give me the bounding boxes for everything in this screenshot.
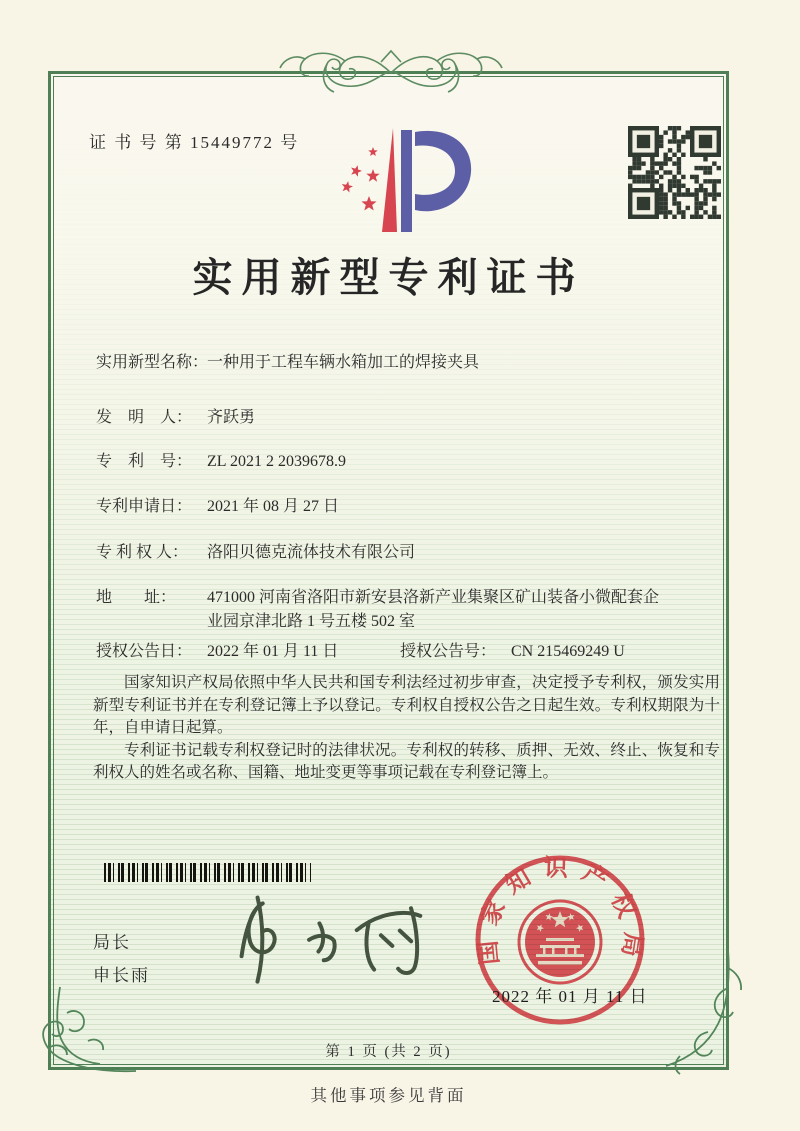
field-label: 专 利 权 人：	[96, 544, 189, 561]
field-value: 齐跃勇	[207, 409, 256, 426]
field-row-name	[96, 351, 479, 375]
logo-star-icon	[366, 169, 379, 182]
field-label: 发 明 人：	[96, 409, 193, 426]
grant-number-group	[400, 640, 625, 664]
field-label: 授权公告日：	[96, 643, 193, 660]
field-value: 洛阳贝德克流体技术有限公司	[207, 544, 416, 561]
signature	[223, 888, 441, 988]
logo-red-wedge	[382, 128, 397, 232]
field-row-filing-date	[96, 495, 339, 519]
logo-star-icon	[342, 181, 353, 192]
seal-text: 国家知识产权局	[474, 855, 646, 971]
certificate-title: 实用新型专利证书	[192, 255, 585, 300]
certificate-border-frame	[48, 71, 729, 1070]
seal-date: 2022 年 01 月 11 日	[492, 987, 648, 1006]
legal-paragraph: 国家知识产权局依照中华人民共和国专利法经过初步审查，决定授予专利权，颁发实用新型专利证书并在专利登记簿上予以登记。专利权自授权公告之日起生效。专利权期限为十年，自申请日起算。	[93, 674, 720, 736]
field-value: 2021 年 08 月 27 日	[207, 498, 340, 515]
field-value: 471000 河南省洛阳市新安县洛新产业集聚区矿山装备小微配套企业园京津北路 1 号五楼 502 室	[207, 589, 660, 630]
field-label: 授权公告号：	[400, 643, 497, 660]
field-row-patent-number	[96, 450, 346, 474]
field-row-inventor	[96, 406, 255, 430]
field-value: CN 215469249 U	[511, 643, 625, 660]
cnipa-logo-icon	[331, 120, 483, 238]
field-row-patentee	[96, 541, 415, 565]
logo-blue-stem	[401, 130, 412, 232]
logo-blue-bowl	[415, 131, 471, 211]
qr-code	[628, 126, 721, 219]
logo-star-icon	[351, 165, 362, 176]
field-row-address	[96, 586, 659, 634]
field-row-grant	[96, 640, 696, 664]
barcode	[104, 863, 311, 882]
page-number: 第 1 页 (共 2 页)	[325, 1044, 452, 1060]
field-value: 一种用于工程车辆水箱加工的焊接夹具	[207, 354, 480, 371]
field-label: 专利申请日：	[96, 498, 193, 515]
officer-title: 局长	[93, 933, 131, 952]
officer-name: 申长雨	[93, 966, 150, 985]
legal-paragraph: 专利证书记载专利权登记时的法律状况。专利权的转移、质押、无效、终止、恢复和专利权人的姓名或名称、国籍、地址变更等事项记载在专利登记簿上。	[93, 741, 720, 781]
field-value: ZL 2021 2 2039678.9	[207, 453, 346, 470]
logo-star-icon	[368, 147, 378, 156]
logo-star-icon	[361, 196, 376, 211]
field-value: 2022 年 01 月 11 日	[207, 643, 339, 660]
national-emblem-icon	[519, 901, 601, 983]
field-label: 地 址：	[96, 589, 177, 606]
field-label: 实用新型名称：	[96, 354, 209, 371]
legal-text-block	[93, 672, 720, 785]
certificate-number: 证 书 号 第 15449772 号	[89, 133, 300, 152]
back-note: 其他事项参见背面	[310, 1086, 467, 1105]
field-label: 专 利 号：	[96, 453, 193, 470]
